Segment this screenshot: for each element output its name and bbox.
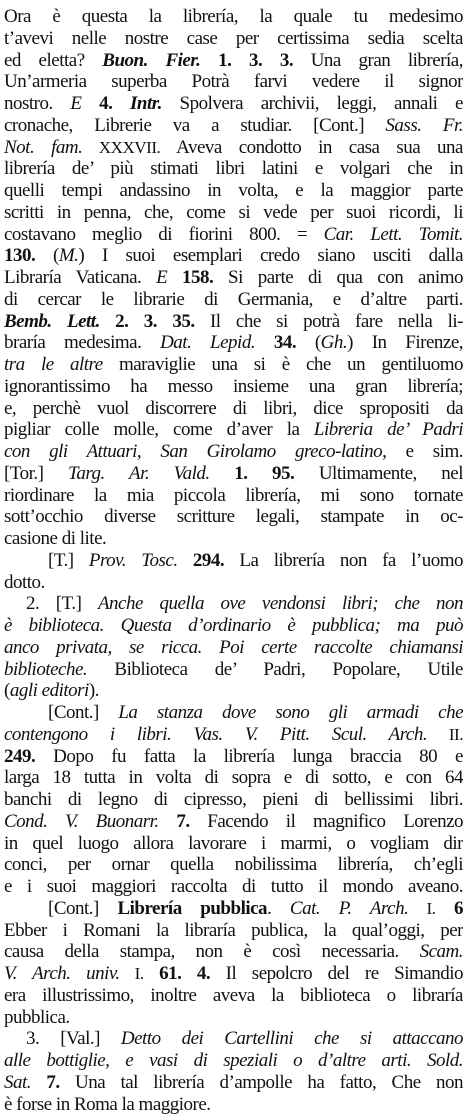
text-run: Buon. Fier. [102,50,200,71]
text-run: è forse in Roma la maggiore. [4,1094,211,1115]
text-run: Not. fam. [4,137,82,158]
text-run: maraviglie una si è che un gentiluomo [103,354,463,375]
text-line [4,71,463,93]
text-line [4,267,463,289]
text-run: 3. [Val.] [26,1028,121,1049]
text-run: pubblica. [4,1007,70,1028]
text-run: Ultimamente, nel [294,463,463,484]
text-run: braría medesima. [4,332,160,353]
text-run: di cercar le librarie di Germania, e d’altre parti. [4,289,463,310]
text-run: quelli tempi andassino in volta, e la maggior parte [4,180,463,201]
text-run: ( [296,332,321,353]
text-line [4,93,463,115]
text-run: 7. [159,811,190,832]
text-run: tra le altre [4,354,103,375]
text-run: biblioteche. [4,659,87,680]
text-run: 130. [4,245,35,266]
text-run: I. [120,964,144,983]
text-line [4,1028,463,1050]
text-line [4,615,463,637]
text-run: M. [59,245,79,266]
text-line [4,441,463,463]
text-run: La librería non fa l’uomo [224,550,463,571]
text-run: Dopo fu fatta la librería lunga braccia 80 e [35,746,463,767]
text-run: 1. 3. 3. [200,50,293,71]
text-run: V. Arch. univ. [4,963,120,984]
text-run: anco privata, se ricca. Poi certe raccolte chiamansi [4,637,463,658]
text-line [4,985,463,1007]
text-line [4,158,463,180]
text-line [4,702,463,724]
text-run: Aveva condotto in casa sua una [160,137,463,158]
text-run: Una gran librería, [293,50,463,71]
text-run: ) In Firenze, [347,332,463,353]
text-run: 2. [T.] [26,593,98,614]
text-line [4,854,463,876]
text-line [4,1007,463,1029]
text-run: ) I suoi esemplari credo siano usciti dalla [78,245,463,266]
text-run: ( [35,245,59,266]
text-run: contengono i libri. Vas. V. Pitt. Scul. Arch. [4,724,427,745]
text-line [4,920,463,942]
text-line [4,659,463,681]
text-run: librería de’ più stimati libri latini e volgari che in [4,158,463,179]
text-line [4,354,463,376]
text-run: 61. 4. [144,963,211,984]
text-line [4,572,463,594]
text-line [4,593,463,615]
text-line [4,376,463,398]
text-run: larga 18 tutta in volta di sopra e di sotto, e con 64 [4,767,463,788]
text-run: Targ. Ar. Vald. [68,463,210,484]
text-line [4,180,463,202]
text-run: Prov. Tosc. [89,550,178,571]
text-run: ed eletta? [4,50,102,71]
text-run: riordinare la mia piccola librería, mi sono tornate [4,485,463,506]
text-run: Intr. [112,93,161,114]
text-run: Un’armeria superba Potrà farvi vedere il signor [4,71,463,92]
text-run: Il sepolcro del re Simandio [210,963,463,984]
text-line [4,289,463,311]
text-line [4,137,463,159]
text-line [4,528,463,550]
text-run: XXXVII. [82,138,160,157]
text-run: Cat. P. Arch. [290,898,408,919]
text-run: 158. [167,267,213,288]
text-run: Sass. Fr. [385,115,463,136]
text-run: Spolvera archivii, leggi, annali e [162,93,463,114]
text-run: Cond. V. Buonarr. [4,811,159,832]
text-run: in quel luogo allora lavorare i marmi, o vogliam dir [4,833,463,854]
text-line [4,811,463,833]
text-line [4,115,463,137]
text-run: 4. [82,93,113,114]
text-line [4,941,463,963]
text-run: costavano meglio di fiorini 800. = [4,224,324,245]
text-run: t’avevi nelle nostre case per certissima sedia scelta [4,28,463,49]
text-run: causa della stampa, non è così necessaria. [4,941,420,962]
text-run: e, perchè vuol discorrere di libri, dice spropositi da [4,398,463,419]
text-line [4,1072,463,1094]
text-run: Anche quella ove vendonsi libri; che non [98,593,463,614]
text-run: 249. [4,746,35,767]
text-run: cronache, Librerie va a studiar. [Cont.] [4,115,385,136]
text-run: nostro. [4,93,70,114]
text-line [4,833,463,855]
text-run: sott’occhio diverse scritture legali, stampate in oc- [4,506,463,527]
text-run: scritti in penna, che, come si vede per suoi ricordi, li [4,202,463,223]
text-line [4,419,463,441]
text-run: Sat. [4,1072,31,1093]
text-run: agli editori [10,680,89,701]
text-line [4,506,463,528]
text-line [4,876,463,898]
text-line [4,28,463,50]
text-run: 2. 3. 35. [100,311,195,332]
text-run: . [267,898,290,919]
text-run: Ebber i Romani la libraría publica, la qual’oggi, per [4,920,463,941]
text-line [4,550,463,572]
text-run: e sim. [386,441,463,462]
text-run: Scam. [420,941,463,962]
text-line [4,724,463,746]
text-run: Biblioteca de’ Padri, Popolare, Utile [87,659,463,680]
text-run: ). [89,680,99,701]
text-line [4,1094,463,1115]
text-run: Bemb. Lett. [4,311,100,332]
text-run: 294. [178,550,225,571]
text-run: banchi di legno di cipresso, pieni di bellissimi libri. [4,789,463,810]
text-line [4,463,463,485]
text-line [4,898,463,920]
text-run: La stanza dove sono gli armadi che [118,702,463,723]
text-run: 34. [255,332,296,353]
text-line [4,789,463,811]
text-run: Libraría Vaticana. [4,267,156,288]
text-run: Car. Lett. Tomit. [324,224,463,245]
text-run: Facendo il magnifico Lorenzo [190,811,463,832]
text-line [4,767,463,789]
text-run: Libreria de’ Padri [314,419,463,440]
text-run: E [156,267,167,288]
text-run: con gli Attuari, San Girolamo greco-latino, [4,441,386,462]
text-run: dotto. [4,572,45,593]
text-line [4,637,463,659]
text-run: [Cont.] [48,702,118,723]
text-run: ( [4,680,10,701]
text-run: Una tal librería d’ampolle ha fatto, Che non [60,1072,463,1093]
text-run: 6 [435,898,463,919]
text-run: [Tor.] [4,463,68,484]
text-run: 7. [31,1072,60,1093]
text-run: Detto dei Cartellini che si attaccano [121,1028,463,1049]
text-run: e i suoi maggiori raccolta di tutto il mondo aveano. [4,876,463,897]
text-line [4,746,463,768]
text-line [4,332,463,354]
text-run: Il che si potrà fare nella li- [195,311,463,332]
text-run: Librería pubblica [117,898,267,919]
text-line [4,245,463,267]
text-run: 1. 95. [210,463,295,484]
text-line [4,202,463,224]
text-run: E [70,93,81,114]
text-run: I. [408,899,435,918]
text-line [4,680,463,702]
text-line [4,398,463,420]
text-run: pigliar colle molle, come d’aver la [4,419,314,440]
text-run: Dat. Lepid. [160,332,255,353]
text-run: ignorantissimo ha messo insieme una gran librería; [4,376,463,397]
text-run: Si parte di qua con animo [213,267,463,288]
text-line [4,311,463,333]
text-run: casione di lite. [4,528,106,549]
text-run: conci, per ornar quella nobilissima librería, ch’egli [4,854,463,875]
text-line [4,963,463,985]
text-line [4,224,463,246]
text-run: [T.] [48,550,89,571]
text-run: Ora è questa la librería, la quale tu medesimo [4,6,463,27]
text-run: II. [427,725,463,744]
text-run: [Cont.] [48,898,117,919]
text-line [4,1050,463,1072]
text-line [4,485,463,507]
text-run: Gh. [321,332,347,353]
text-run: alle bottiglie, e vasi di speziali o d’altre arti. Sold. [4,1050,463,1071]
text-line [4,50,463,72]
text-run: è biblioteca. Questa d’ordinario è pubblica; ma può [4,615,463,636]
text-line [4,6,463,28]
text-run: era illustrissimo, inoltre aveva la biblioteca o libraría [4,985,463,1006]
